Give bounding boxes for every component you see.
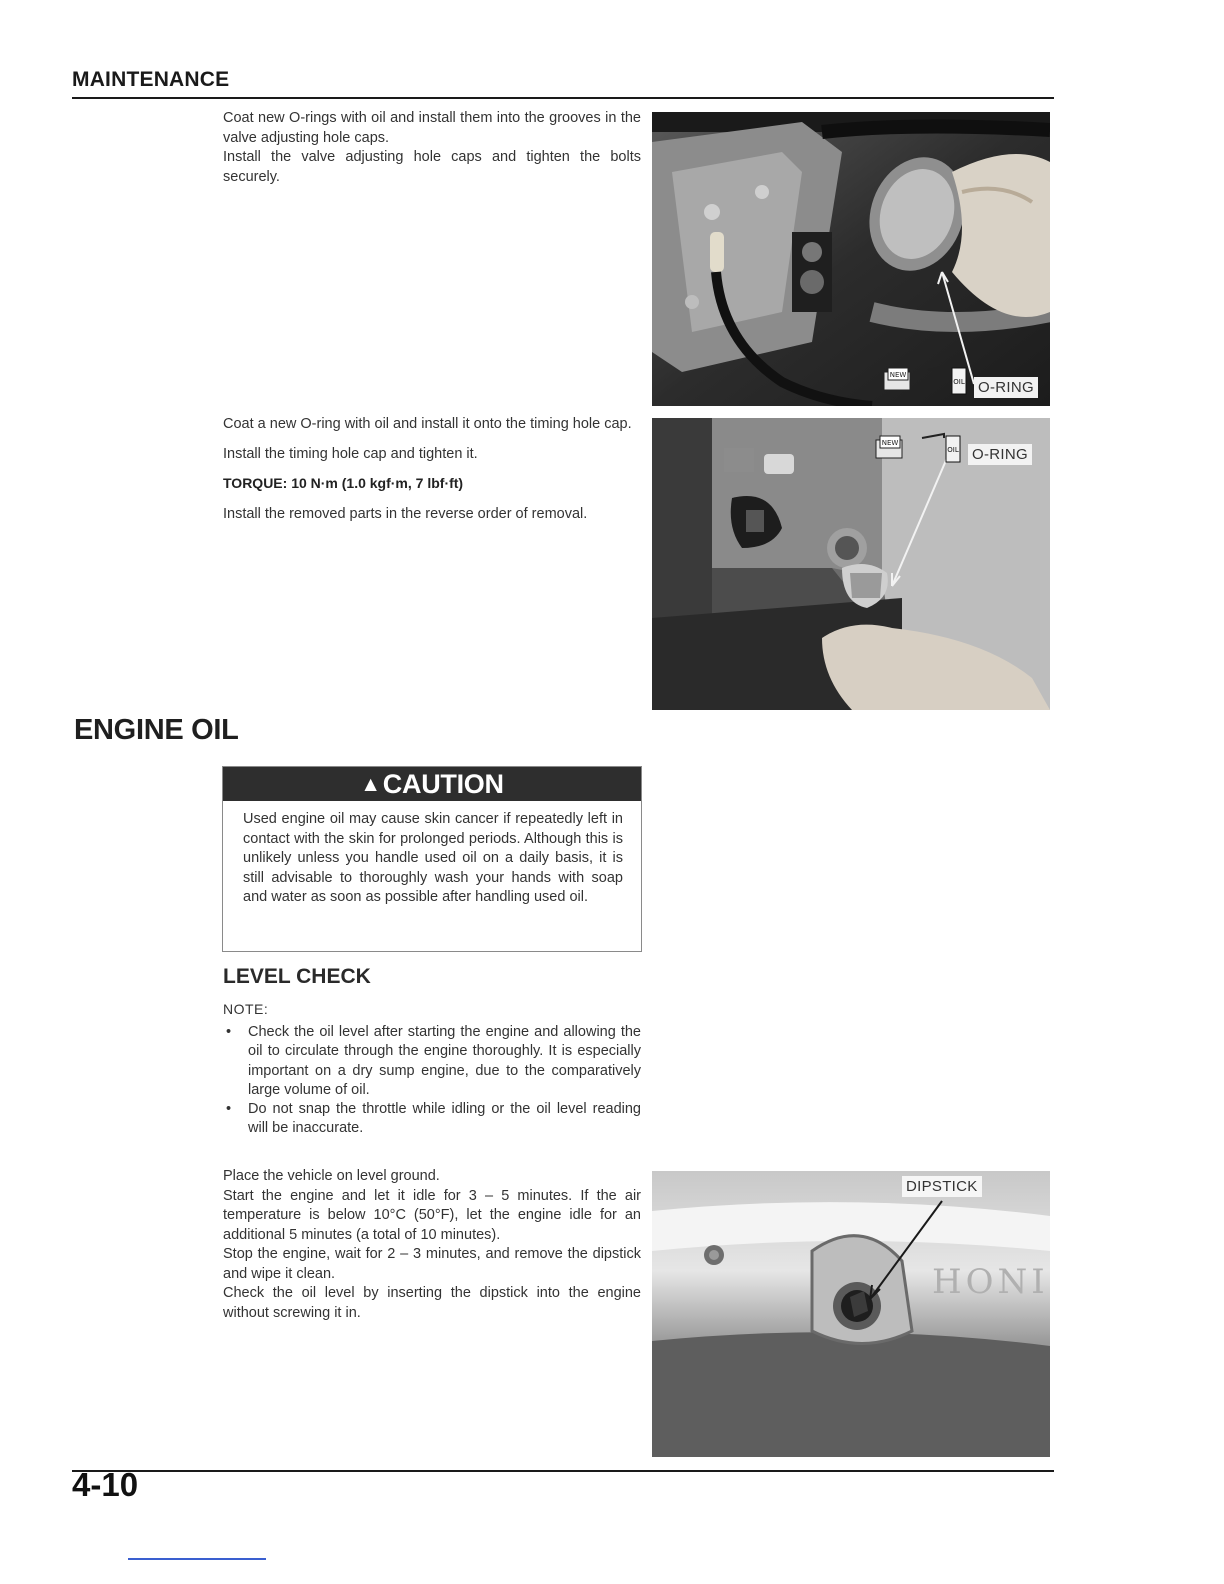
dipstick-photo [652,1171,1050,1457]
svg-text:HONI: HONI [932,1262,1049,1302]
caution-box [222,766,642,952]
valve-cap-photo [652,112,1050,406]
caution-text: Used engine oil may cause skin cancer if repeatedly left in contact with the skin for prolonged periods. Although this is unlikely unless you handle used oil on a daily basis, it is still advisable to thoroughly wash your hands with soap and water as soon as possible after handling used oil. [243,811,623,906]
instruction-line: Install the valve adjusting hole caps and tighten the bolts securely. [223,149,641,185]
note-label: NOTE: [223,1001,269,1017]
notes-list [223,1023,641,1139]
note-item: • Check the oil level after starting the engine and allowing the oil to circulate through the engine thoroughly. It is especially important on a dry sump engine, due to the comparatively large volume of oil. [223,1023,641,1100]
svg-text:NEW: NEW [889,371,907,379]
header-rule [72,97,1054,99]
svg-text:NEW: NEW [881,439,899,447]
new-part-icon [872,432,908,462]
engine-cylinder-head-image [652,112,1050,406]
dipstick-label: DIPSTICK [902,1176,982,1197]
o-ring-label: O-RING [974,377,1038,398]
engine-oil-heading: ENGINE OIL [74,714,239,746]
footer-link-underline [128,1558,266,1560]
timing-cap-photo [652,418,1050,710]
step-line: Stop the engine, wait for 2 – 3 minutes, and remove the dipstick and wipe it clean. [223,1246,641,1282]
torque-spec: TORQUE: 10 N·m (1.0 kgf·m, 7 lbf·ft) [223,475,464,491]
valve-cap-instructions [223,109,641,187]
caution-title-bar [223,767,641,801]
engine-case-image [652,1171,1050,1457]
timing-cap-instructions [223,415,641,524]
footer-rule [72,1470,1054,1472]
instruction-paragraph: Install the timing hole cap and tighten it. [223,445,478,462]
instruction-line: Coat new O-rings with oil and install them into the grooves in the valve adjusting hole caps. [223,110,641,146]
step-line: Place the vehicle on level ground. [223,1168,440,1184]
warning-triangle-icon: ▲ [360,773,381,796]
level-check-heading: LEVEL CHECK [223,965,371,988]
caution-title: CAUTION [382,769,504,799]
oil-can-icon [914,428,964,464]
instruction-paragraph: Install the removed parts in the reverse order of removal. [223,505,588,522]
oil-can-icon [920,360,970,396]
step-line: Start the engine and let it idle for 3 – 5 minutes. If the air temperature is below 10°C (50°F), let the engine idle for an additional 5 minutes (a total of 10 minutes). [223,1187,641,1243]
level-check-steps [223,1167,641,1323]
step-line: Check the oil level by inserting the dipstick into the engine without screwing it in. [223,1285,641,1321]
page-number: 4-10 [72,1466,139,1503]
svg-text:OIL: OIL [953,378,965,386]
svg-text:OIL: OIL [947,446,959,454]
note-item: • Do not snap the throttle while idling or the oil level reading will be inaccurate. [223,1100,641,1139]
o-ring-label: O-RING [968,444,1032,465]
instruction-paragraph: Coat a new O-ring with oil and install it onto the timing hole cap. [223,416,632,432]
new-part-icon [880,364,916,394]
section-header: MAINTENANCE [72,68,230,91]
